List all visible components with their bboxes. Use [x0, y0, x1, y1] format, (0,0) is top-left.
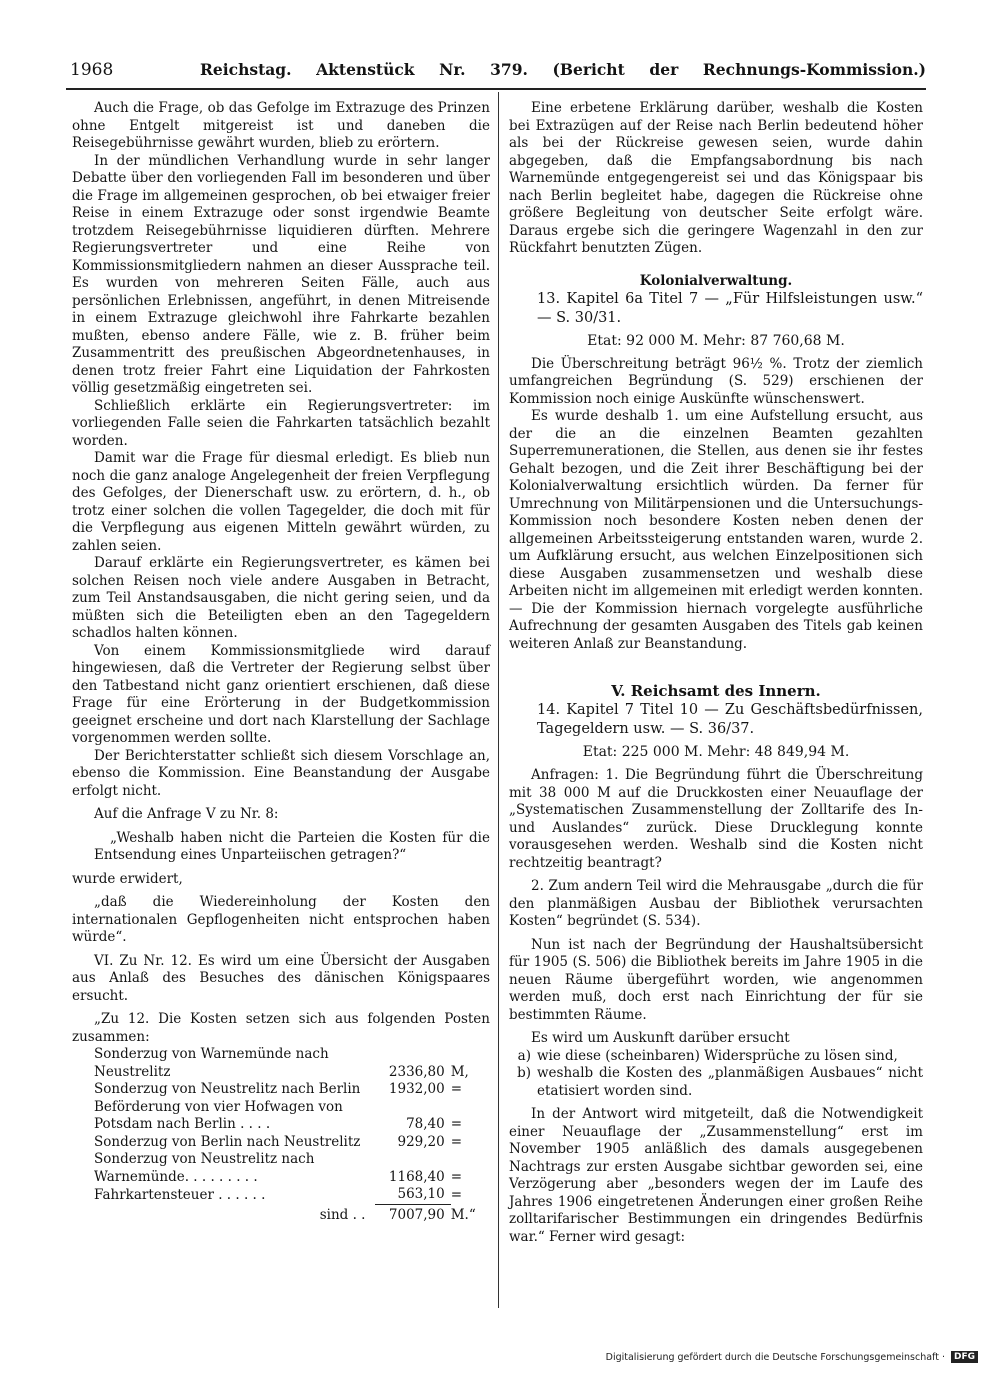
cost-description: Sonderzug von Neustrelitz nach Warnemünde. . . . . . . . .: [94, 1151, 315, 1185]
paragraph: Der Berichterstatter schließt sich diesem Vorschlage an, ebenso die Kommission. Eine Beanstandung der Ausgabe erfolgt nicht.: [72, 747, 490, 799]
quotation: „daß die Wiedereinholung der Kosten den internationalen Gepflogenheiten nicht entsprochen haben würde“.: [72, 894, 490, 945]
page-number: 1968: [70, 60, 114, 80]
cost-amount: 929,20: [397, 1133, 445, 1150]
total-label: sind . .: [319, 1206, 366, 1223]
paragraph: Auf die Anfrage V zu Nr. 8:: [94, 806, 279, 822]
paragraph: Darauf erklärte ein Regierungsvertreter, es kämen bei solchen Reisen noch viele andere Ausgaben in Betracht, zum Teil Anstandsausgaben, die nicht gering seien, und da müßten sich die Beteiligten eben an den Tagegeldern schadlos halten können.: [72, 555, 490, 641]
etat-line: Etat: 225 000 M. Mehr: 48 849,94 M.: [582, 744, 850, 760]
paragraph: 2. Zum andern Teil wird die Mehrausgabe „durch die für den planmäßigen Ausbau der Bibliothek verursachten Kosten“ begründet (S. 534).: [509, 878, 923, 929]
paragraph: „Zu 12. Die Kosten setzen sich aus folgenden Posten zusammen:: [72, 1011, 490, 1045]
right-column: [509, 100, 923, 1246]
paragraph: Eine erbetene Erklärung darüber, weshalb die Kosten bei Extrazügen auf der Reise nach Berlin bedeutend höher als bei der Rückreise gewesen seien, wurde dahin abgegeben, daß die Empfangsabordnung bis nach Warnemünde entgegengereist sei und das Königspaar bis nach Berlin begleitet habe, dagegen die Rückreise ohne größere Begleitung von deutscher Seite erfolgt wäre. Daraus ergebe sich die geringere Wagenzahl in den zur Rückfahrt benutzten Zügen.: [509, 100, 923, 256]
cost-description: Sonderzug von Neustrelitz nach Berlin: [94, 1081, 361, 1097]
cost-unit: =: [450, 1133, 463, 1150]
paragraph: Damit war die Frage für diesmal erledigt. Es blieb nun noch die ganz analoge Angelegenheit der freien Verpflegung des Gefolges, der Dienerschaft usw. zu erörtern, d. h., ob trotz einer solchen die vollen Tagegelder, die doch mit für die Verpflegung aus eigenen Mitteln gewährt würden, zu zahlen seien.: [72, 450, 490, 554]
cost-description: Fahrkartensteuer . . . . . .: [94, 1186, 266, 1203]
total-unit: M.“: [450, 1206, 476, 1223]
list-item: [509, 1065, 923, 1100]
cost-row: [94, 1134, 490, 1152]
cost-row: [94, 1046, 490, 1081]
total-amount: 7007,90: [375, 1204, 450, 1224]
cost-unit: M,: [450, 1063, 469, 1080]
cost-amount: 1932,00: [388, 1081, 445, 1097]
cost-total-row: [94, 1204, 490, 1224]
cost-row: [94, 1081, 490, 1099]
list-marker: a): [517, 1047, 531, 1064]
cost-row: [94, 1099, 490, 1134]
cost-unit: =: [450, 1168, 463, 1185]
item-title: 13. Kapitel 6a Titel 7 — „Für Hilfsleistungen usw.“ — S. 30/31.: [537, 290, 923, 326]
cost-description: Sonderzug von Berlin nach Neustrelitz: [94, 1133, 361, 1150]
section-heading: V. Reichsamt des Innern.: [611, 682, 821, 700]
paragraph: Die Überschreitung beträgt 96½ %. Trotz der ziemlich umfangreichen Begründung (S. 529) erschienen der Kommission noch einige Auskünfte wünschenswert.: [509, 355, 923, 407]
cost-unit: =: [450, 1081, 463, 1097]
cost-amount: 563,10: [397, 1186, 445, 1202]
paragraph: Es wurde deshalb 1. um eine Aufstellung ersucht, aus der die an die einzelnen Beamten gezahlten Superremunerationen, die Stellen, aus denen sie ihr festes Gehalt bezogen, und die Zeit ihrer Beschäftigung bei der Kolonialverwaltung ersichtlich würden. Da ferner für Umrechnung von Militärpensionen und die Untersuchungs-Kommission noch besondere Kosten neben denen der allgemeinen Arbeitssteigerung entstanden waren, wurde 2. um Aufklärung ersucht, aus welchen Einzelpositionen sich diese Ausgaben zusammensetzen und weshalb diese Arbeiten nicht im allgemeinen mit erledigt werden konnten. — Die der Kommission hiernach vorgelegte ausführliche Aufrechnung der gesamten Ausgaben des Titels gab keinen weiteren Anlaß zur Beanstandung.: [509, 408, 923, 652]
list-item: [509, 1048, 923, 1066]
column-divider: [498, 92, 499, 1308]
paragraph: Von einem Kommissionsmitgliede wird darauf hingewiesen, daß die Vertreter der Regierung selbst über den Tatbestand nicht ganz orientiert erschienen, daß diese Frage für eine Erörterung in der Budgetkommission geeignet erscheine und dort nach Klarstellung der Sachlage vorgenommen werden sollte.: [72, 642, 490, 746]
page-header: [66, 58, 926, 90]
page-footer: [606, 1351, 978, 1363]
left-column: [72, 100, 490, 1224]
etat-line: Etat: 92 000 M. Mehr: 87 760,68 M.: [587, 332, 845, 349]
footer-text: Digitalisierung gefördert durch die Deutsche Forschungsgemeinschaft ·: [605, 1351, 945, 1363]
cost-table: [94, 1046, 490, 1224]
list-text: wie diese (scheinbaren) Widersprüche zu lösen sind,: [537, 1047, 898, 1064]
paragraph: In der mündlichen Verhandlung wurde in sehr langer Debatte über den vorliegenden Fall im besonderen und über die Frage im allgemeinen gesprochen, ob bei etwaiger freier Reise in einem Extrazuge oder sonst irgendwie Beamte trotzdem Reisegebührnisse liquidieren dürften. Mehrere Regierungsvertreter und eine Reihe von Kommissionsmitgliedern nahmen an dieser Aussprache teil. Es wurden von mehreren Seiten Fälle, auch aus persönlichen Erlebnissen, angeführt, in denen Mitreisende in einem Extrazuge gleichwohl ihre Fahrkarte bezahlen mußten, ebenso andere Fälle, wie z. B. früher beim Zusammentritt des preußischen Abgeordnetenhauses, in denen trotz freier Fahrt eine Liquidation der Fahrkosten völlig gesetzmäßig eingetreten sei.: [72, 152, 490, 396]
item-title: 14. Kapitel 7 Titel 10 — Zu Geschäftsbedürfnissen, Tagegeldern usw. — S. 36/37.: [537, 702, 923, 737]
paragraph: Auch die Frage, ob das Gefolge im Extrazuge des Prinzen ohne Entgelt mitgereist ist und daneben die Reisegebührnisse gewährt wurden, blieb zu erörtern.: [72, 100, 490, 151]
cost-description: Beförderung von vier Hofwagen von Potsdam nach Berlin . . . .: [94, 1098, 343, 1132]
paragraph: Anfragen: 1. Die Begründung führt die Überschreitung mit 38 000 M auf die Druckkosten einer Neuauflage der „Systematischen Zusammenstellung der Zolltarife des In- und Auslandes“ zurück. Diese Drucklegung konnte vorausgesehen werden. Weshalb sind die Kosten nicht rechtzeitig beantragt?: [509, 767, 923, 871]
cost-description: Sonderzug von Warnemünde nach Neustrelitz: [94, 1046, 329, 1080]
cost-unit: =: [450, 1116, 463, 1132]
list-text: weshalb die Kosten des „planmäßigen Ausbaues“ nicht etatisiert worden sind.: [537, 1065, 923, 1099]
cost-amount: 2336,80: [388, 1063, 445, 1080]
cost-row: [94, 1186, 490, 1204]
cost-amount: 1168,40: [388, 1168, 445, 1185]
paragraph: Es wird um Auskunft darüber ersucht: [531, 1030, 790, 1046]
paragraph: Nun ist nach der Begründung der Haushaltsübersicht für 1905 (S. 506) die Bibliothek bereits im Jahre 1905 in die neuen Räume übergeführt worden, wie angenommen werden muß, doch erst nach Einrichtung der für sie bestimmten Räume.: [509, 936, 923, 1023]
section-heading: Kolonialverwaltung.: [639, 272, 793, 289]
paragraph: In der Antwort wird mitgeteilt, daß die Notwendigkeit einer Neuauflage der „Zusammenstellung“ erst im November 1905 anläßlich des damals ausgegebenen Nachtrags zur ersten Ausgabe sichtbar geworden sei, eine Verzögerung aber „besonders wegen der im Laufe des Jahres 1906 eingetretenen Änderungen einer großen Reihe zolltarifarischer Bestimmungen ein dringendes Bedürfnis war.“ Ferner wird gesagt:: [509, 1106, 923, 1245]
paragraph: VI. Zu Nr. 12. Es wird um eine Übersicht der Ausgaben aus Anlaß des Besuches des dänischen Königspaares ersucht.: [72, 952, 490, 1004]
paragraph: wurde erwidert,: [72, 870, 183, 887]
quotation: „Weshalb haben nicht die Parteien die Kosten für die Entsendung eines Unparteiischen getragen?“: [94, 829, 490, 863]
paragraph: Schließlich erklärte ein Regierungsvertreter: im vorliegenden Falle seien die Fahrkarten tatsächlich bezahlt worden.: [72, 397, 490, 449]
dfg-logo: DFG: [951, 1351, 978, 1363]
cost-unit: =: [450, 1186, 463, 1203]
cost-row: [94, 1151, 490, 1186]
cost-amount: 78,40: [406, 1116, 445, 1132]
running-head: Reichstag. Aktenstück Nr. 379. (Bericht der Rechnungs-Kommission.): [200, 60, 926, 79]
list-marker: b): [517, 1065, 531, 1081]
